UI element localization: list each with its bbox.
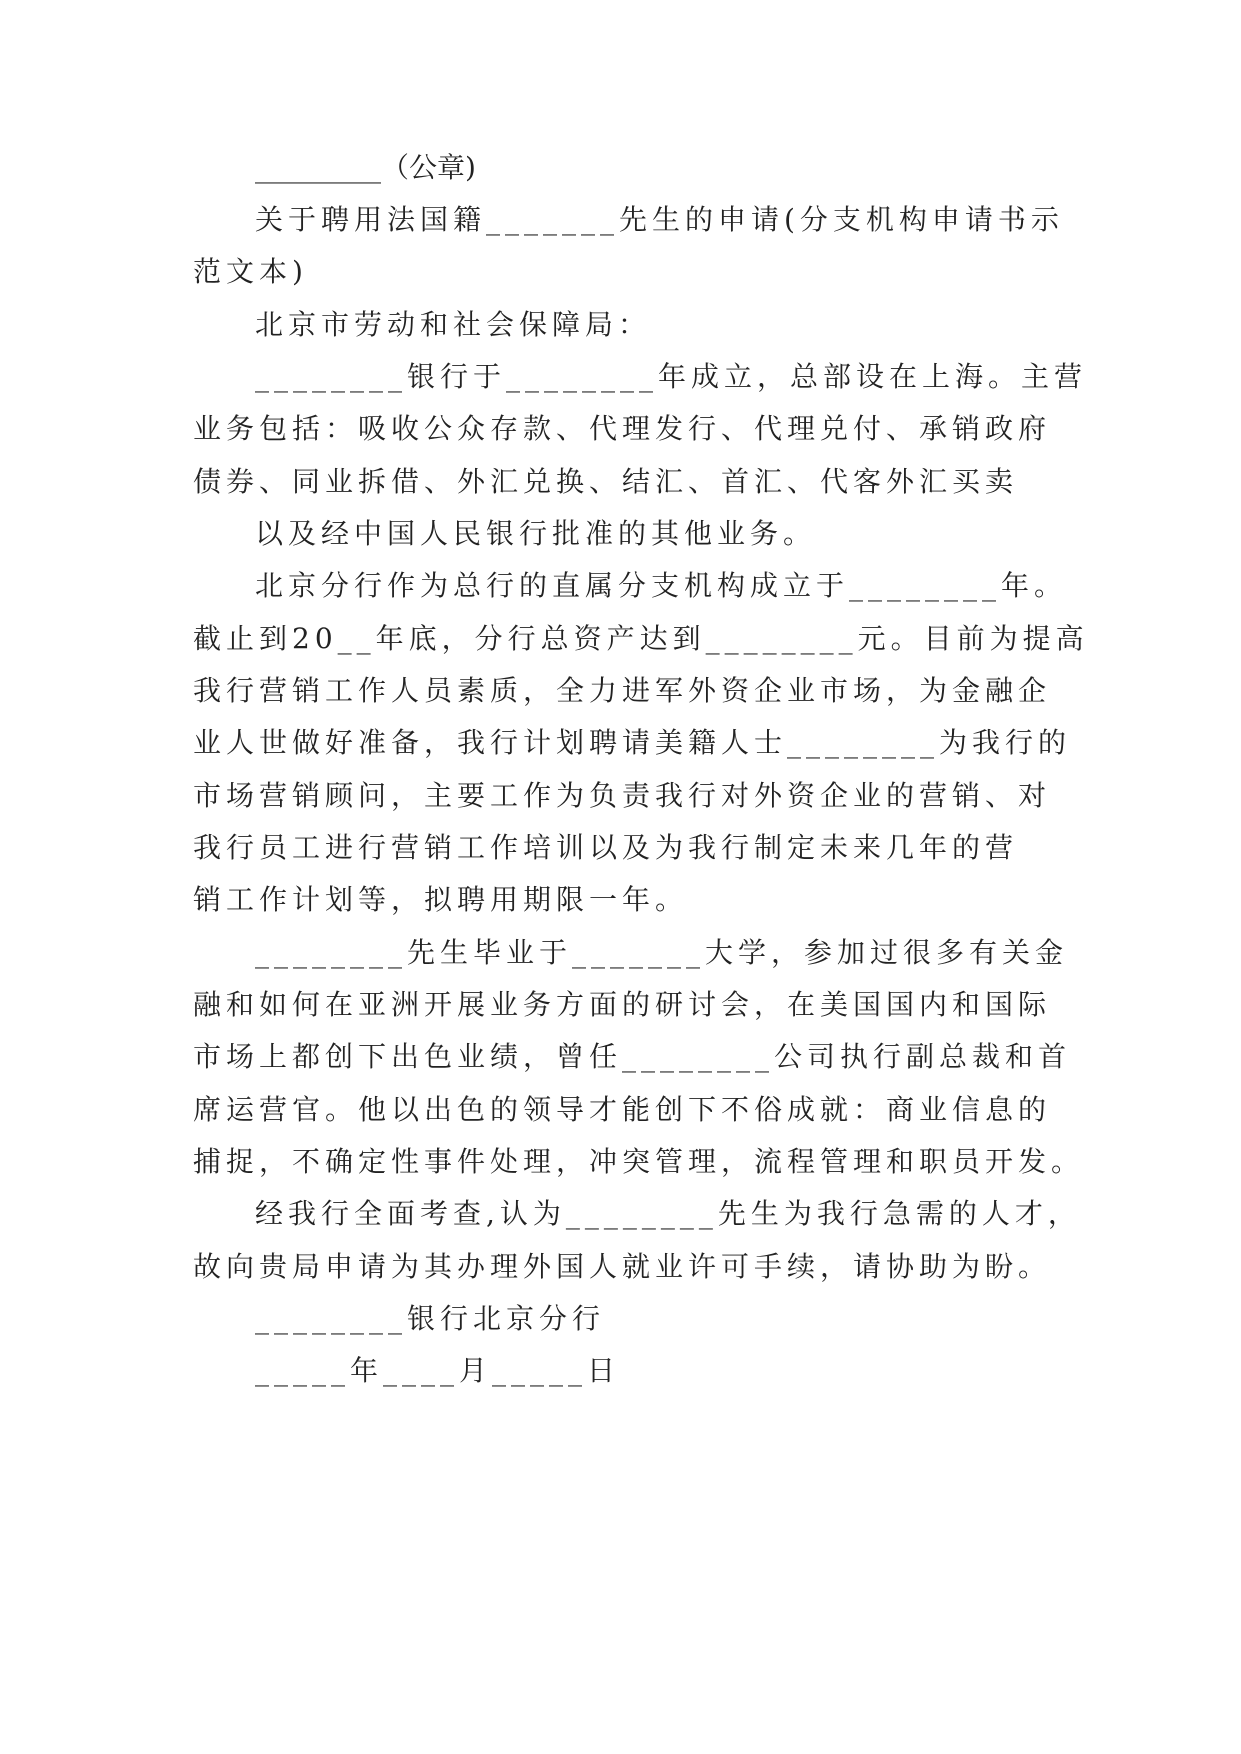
paragraph-line: 我行员工进行营销工作培训以及为我行制定未来几年的营 bbox=[193, 831, 1019, 864]
paragraph-line: ________银行于________年成立，总部设在上海。主营 bbox=[255, 360, 1088, 393]
paragraph-line: 债券、同业拆借、外汇兑换、结汇、首汇、代客外汇买卖 bbox=[193, 465, 1019, 498]
recipient-line: 北京市劳动和社会保障局： bbox=[255, 308, 652, 341]
paragraph-line: 北京分行作为总行的直属分支机构成立于________年。 bbox=[255, 569, 1068, 602]
paragraph-line: 截止到20__年底，分行总资产达到________元。目前为提高 bbox=[193, 622, 1089, 655]
paragraph-line: 以及经中国人民银行批准的其他业务。 bbox=[255, 517, 817, 550]
signature-line: ________银行北京分行 bbox=[255, 1302, 606, 1335]
date-line: _____年____月_____日 bbox=[255, 1354, 621, 1387]
paragraph-line: ________先生毕业于_______大学，参加过很多有关金 bbox=[255, 936, 1069, 969]
paragraph-line: 捕捉，不确定性事件处理，冲突管理，流程管理和职员开发。 bbox=[193, 1145, 1085, 1178]
paragraph-line: 业人世做好准备，我行计划聘请美籍人士________为我行的 bbox=[193, 726, 1072, 759]
seal-line: _________（公章) bbox=[255, 151, 476, 184]
paragraph-line: 经我行全面考查,认为________先生为我行急需的人才， bbox=[255, 1197, 1081, 1230]
paragraph-line: 我行营销工作人员素质，全力进军外资企业市场，为金融企 bbox=[193, 674, 1052, 707]
paragraph-line: 故向贵局申请为其办理外国人就业许可手续，请协助为盼。 bbox=[193, 1250, 1052, 1283]
title-line-1: 关于聘用法国籍_______先生的申请(分支机构申请书示 bbox=[255, 203, 1064, 236]
paragraph-line: 业务包括：吸收公众存款、代理发行、代理兑付、承销政府 bbox=[193, 412, 1052, 445]
paragraph-line: 市场营销顾问，主要工作为负责我行对外资企业的营销、对 bbox=[193, 779, 1052, 812]
paragraph-line: 席运营官。他以出色的领导才能创下不俗成就：商业信息的 bbox=[193, 1093, 1052, 1126]
paragraph-line: 融和如何在亚洲开展业务方面的研讨会，在美国国内和国际 bbox=[193, 988, 1052, 1021]
title-line-2: 范文本) bbox=[193, 255, 308, 288]
paragraph-line: 销工作计划等，拟聘用期限一年。 bbox=[193, 883, 689, 916]
paragraph-line: 市场上都创下出色业绩，曾任________公司执行副总裁和首 bbox=[193, 1040, 1072, 1073]
